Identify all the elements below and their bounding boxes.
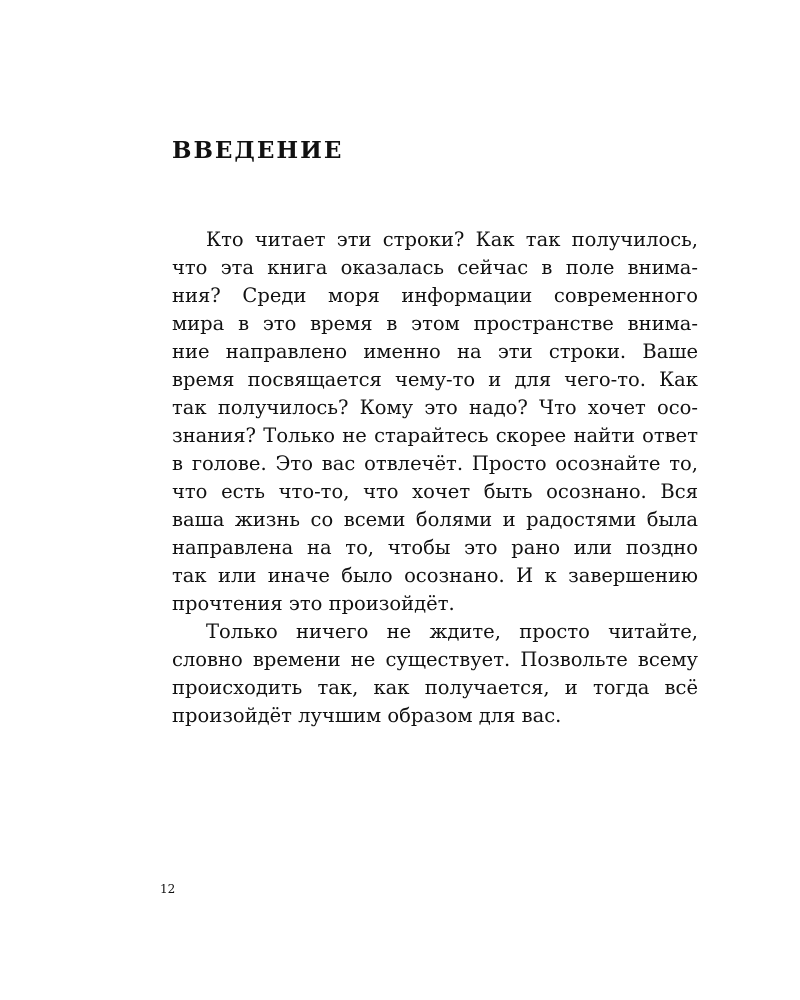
paragraph-1-line: время посвящается чему-то и для чего-то. Как xyxy=(172,368,698,391)
chapter-title: ВВЕДЕНИЕ xyxy=(172,137,344,164)
paragraph-1-line: ваша жизнь со всеми болями и радостями была xyxy=(172,508,698,531)
paragraph-1-line: ния? Среди моря информации современного xyxy=(172,284,698,307)
paragraph-1-line: так или иначе было осознано. И к завершению xyxy=(172,564,698,587)
paragraph-1-line: в голове. Это вас отвлечёт. Просто осознайте то, xyxy=(172,452,698,475)
paragraph-1-line: мира в это время в этом пространстве внима- xyxy=(172,312,698,335)
paragraph-2-line: происходить так, как получается, и тогда всё xyxy=(172,676,698,699)
paragraph-1-line: прочтения это произойдёт. xyxy=(172,592,455,615)
paragraph-1-line: Кто читает эти строки? Как так получилось, xyxy=(206,228,698,251)
paragraph-1-line: направлена на то, чтобы это рано или поздно xyxy=(172,536,698,559)
body-text xyxy=(172,226,698,730)
paragraph-1-line: так получилось? Кому это надо? Что хочет осо- xyxy=(172,396,698,419)
page-number: 12 xyxy=(160,882,176,896)
paragraph-1-line: что эта книга оказалась сейчас в поле внима- xyxy=(172,256,698,279)
paragraph-1-line: что есть что-то, что хочет быть осознано. Вся xyxy=(172,480,698,503)
paragraph-2-line: произойдёт лучшим образом для вас. xyxy=(172,704,562,727)
paragraph-2-line: словно времени не существует. Позвольте всему xyxy=(172,648,698,671)
paragraph-1-line: ние направлено именно на эти строки. Ваше xyxy=(172,340,698,363)
paragraph-1-line: знания? Только не старайтесь скорее найти ответ xyxy=(172,424,698,447)
paragraph-2-line: Только ничего не ждите, просто читайте, xyxy=(206,620,698,643)
